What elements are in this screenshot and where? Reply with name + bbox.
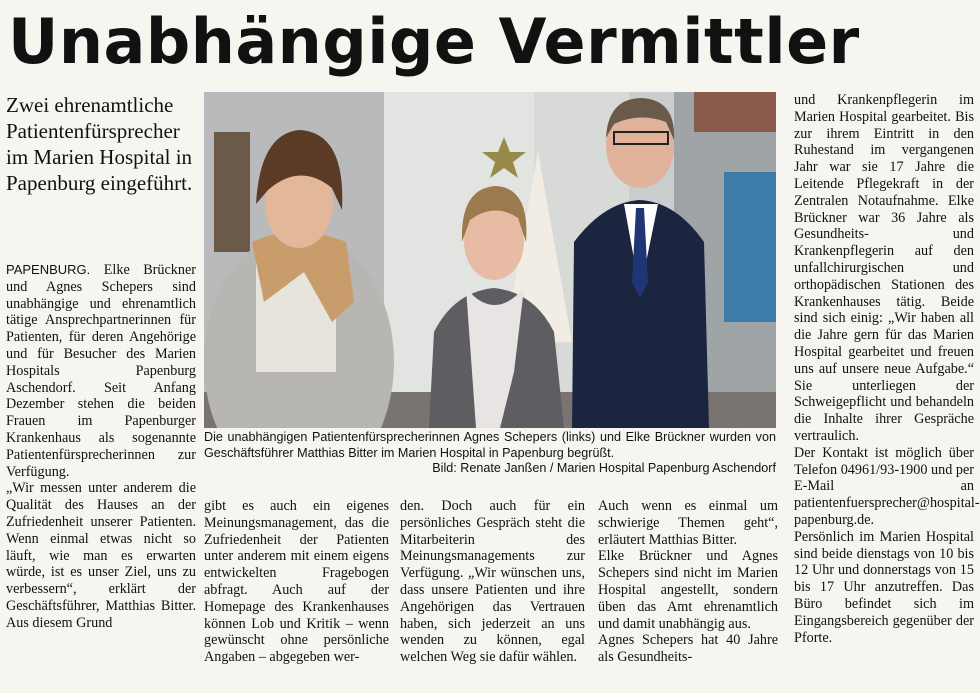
paragraph: gibt es auch ein eigenes Meinungsmanagement, das die Zufriedenheit der Patienten unter anderem mit einem eigens entwickelten Fragebogen abfragt. Auch auf der Homepage des Krankenhauses können Lob und Kritik – wenn gewünscht ohne persönliche Angaben – abgegeben wer- xyxy=(204,498,389,666)
article-column-3 xyxy=(400,498,585,666)
caption-text: Die unabhängigen Patientenfürsprecherinnen Agnes Schepers (links) und Elke Brückner wurden von Geschäftsführer Matthias Bitter im Marien Hospital in Papenburg begrüßt. xyxy=(204,430,776,460)
paragraph: den. Doch auch für ein persönliches Gespräch steht die Mitarbeiterin des Meinungsmanagements zur Verfügung. „Wir wünschen uns, dass unsere Patienten und ihre Angehörigen das Vertrauen haben, sich jederzeit an uns wenden zu können, egal welchen Weg sie dafür wählen. xyxy=(400,498,585,666)
paragraph: Auch wenn es einmal um schwierige Themen geht“, erläutert Matthias Bitter. xyxy=(598,498,778,548)
paragraph: Agnes Schepers hat 40 Jahre als Gesundheits- xyxy=(598,632,778,666)
article-photo xyxy=(204,92,776,428)
headline: Unabhängige Vermittler xyxy=(8,5,860,78)
paragraph: Elke Brückner und Agnes Schepers sind nicht im Marien Hospital angestellt, sondern üben das Amt ehrenamtlich und damit unabhängig aus. xyxy=(598,548,778,632)
photo-illustration xyxy=(204,92,776,428)
subheadline: Zwei ehrenamtliche Patientenfürsprecher im Marien Hospital in Papenburg eingeführt. xyxy=(6,93,193,195)
photo-caption xyxy=(204,430,776,477)
article-column-5 xyxy=(794,92,980,646)
article-column-2 xyxy=(204,498,389,666)
paragraph: Persönlich im Marien Hospital sind beide dienstags von 10 bis 12 Uhr und donnerstags von 15 bis 17 Uhr anzutreffen. Das Büro befindet sich im Eingangsbereich gegenüber der Pforte. xyxy=(794,528,974,646)
paragraph: und Krankenpflegerin im Marien Hospital gearbeitet. Bis zur ihrem Eintritt in den Ruhestand im vergangenen Jahr war sie 17 Jahre die Leitende Pflegekraft in der Zentralen Notaufnahme. Elke Brückner war 36 Jahre als Gesundheits- und Krankenpflegerin auf den unfallchirurgischen und orthopädischen Stationen des Krankenhauses tätig. Beide sind sich einig: „Wir haben all die Jahre gern für das Marien Hospital gearbeitet und freuen uns auf unsere neue Aufgabe.“ Sie unterliegen der Schweigepflicht und behandeln die Inhalte ihrer Gespräche vertraulich. xyxy=(794,92,974,444)
article-column-1 xyxy=(6,262,196,632)
paragraph: Der Kontakt ist möglich über Telefon 04961/93-1900 und per E-Mail an patientenfuersprecher@hospital-papenburg.de. xyxy=(794,444,980,528)
dateline: PAPENBURG. xyxy=(6,262,91,277)
paragraph: „Wir messen unter anderem die Qualität des Hauses an der Zufriedenheit unserer Patienten. Wenn einmal etwas nicht so läuft, wie man es erwarten würde, ist es unser Ziel, uns zu verbessern“, erklärt der Geschäftsführer, Matthias Bitter. Aus diesem Grund xyxy=(6,480,196,631)
article-column-4 xyxy=(598,498,778,666)
paragraph: Elke Brückner und Agnes Schepers sind unabhängige und ehrenamtlich tätige Ansprechpartnerinnen für Patienten, für deren Angehörige und für Besucher des Marien Hospitals Papenburg Aschendorf. Seit Anfang Dezember stehen die beiden Frauen im Papenburger Krankenhaus als sogenannte Patientenfürsprecherinnen zur Verfügung. xyxy=(6,262,196,480)
photo-credit: Bild: Renate Janßen / Marien Hospital Papenburg Aschendorf xyxy=(432,461,776,475)
